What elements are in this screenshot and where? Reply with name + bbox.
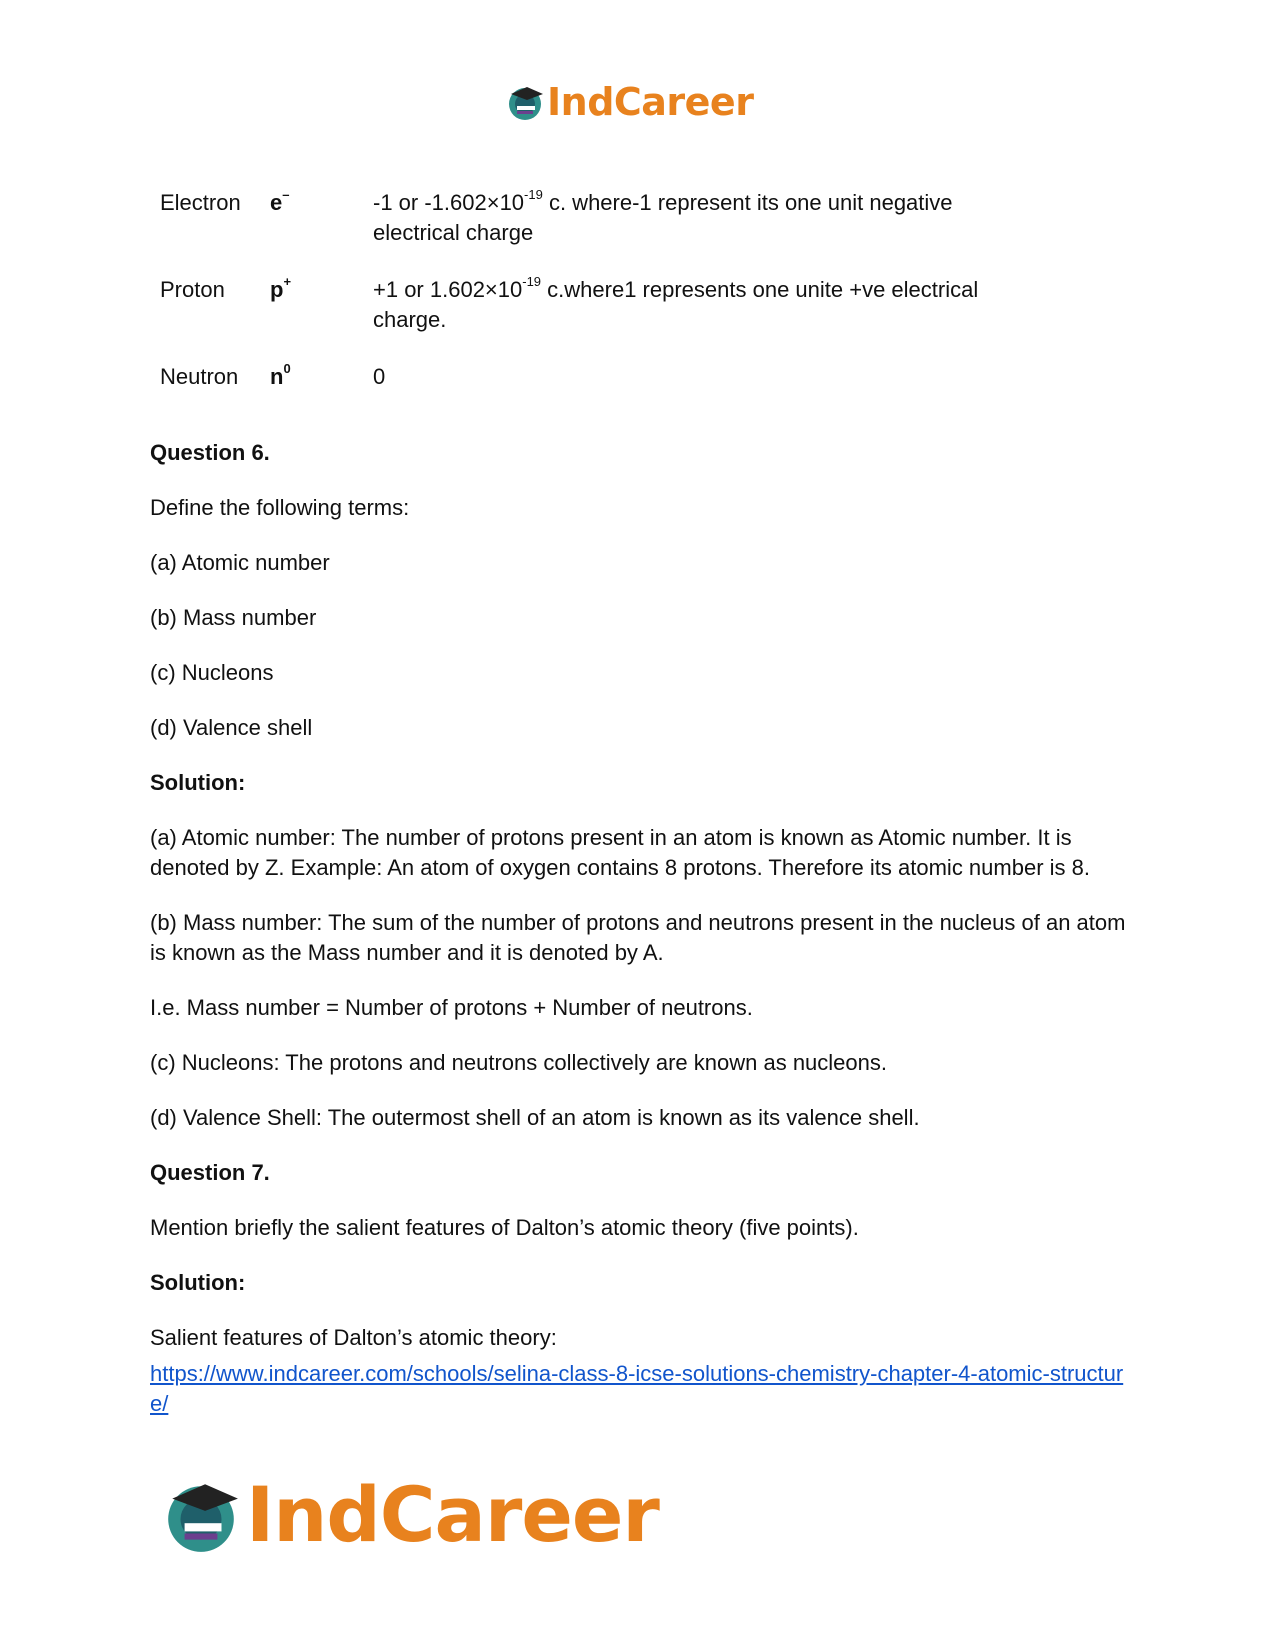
particle-symbol-superscript: 0 bbox=[283, 360, 291, 376]
particle-name: Proton bbox=[160, 277, 225, 302]
answer-valence-shell: (d) Valence Shell: The outermost shell of an atom is known as its valence shell. bbox=[150, 1105, 920, 1130]
particle-name: Neutron bbox=[160, 364, 239, 389]
question-6-prompt: Define the following terms: bbox=[150, 495, 410, 520]
particle-charge bbox=[373, 362, 1013, 392]
mass-number-formula: I.e. Mass number = Number of protons + Number of neutrons. bbox=[150, 995, 753, 1020]
question-7-solution-heading: Solution: bbox=[150, 1270, 246, 1295]
charge-description: c. where-1 represent its one unit negative electrical charge bbox=[373, 190, 953, 245]
particle-charge bbox=[373, 188, 1013, 248]
charge-value: +1 or 1.602×10 bbox=[373, 277, 523, 302]
brand-logo-bottom bbox=[160, 1470, 659, 1559]
question-6-heading: Question 6. bbox=[150, 440, 270, 465]
particle-symbol-superscript: – bbox=[282, 186, 290, 202]
particle-row bbox=[160, 188, 1060, 275]
particle-row bbox=[160, 275, 1060, 362]
brand-logo-text: IndCareer bbox=[547, 80, 754, 124]
graduation-cap-globe-icon bbox=[505, 82, 545, 122]
question-7-heading: Question 7. bbox=[150, 1160, 270, 1185]
particle-symbol-base: p bbox=[270, 277, 284, 302]
question-6-item: (c) Nucleons bbox=[150, 660, 274, 685]
answer-mass-number: (b) Mass number: The sum of the number of protons and neutrons present in the nucleus of an atom is known as the Mass number and it is denoted by A. bbox=[150, 910, 1126, 965]
charge-exponent: -19 bbox=[524, 186, 543, 202]
graduation-cap-globe-icon bbox=[160, 1474, 242, 1556]
question-6-item: (d) Valence shell bbox=[150, 715, 313, 740]
document-body bbox=[150, 438, 1140, 1419]
particle-charge bbox=[373, 275, 1013, 335]
answer-atomic-number: (a) Atomic number: The number of protons present in an atom is known as Atomic number. It is denoted by Z. Example: An atom of oxygen contains 8 protons. Therefore its atomic number is 8. bbox=[150, 825, 1090, 880]
charge-description: c.where1 represents one unite +ve electrical charge. bbox=[373, 277, 979, 332]
charge-value: -1 or -1.602×10 bbox=[373, 190, 525, 215]
particle-symbol bbox=[270, 362, 291, 392]
particle-symbol bbox=[270, 188, 289, 218]
particle-table bbox=[160, 188, 1060, 412]
question-6-solution-heading: Solution: bbox=[150, 770, 246, 795]
particle-row bbox=[160, 362, 1060, 412]
question-6-item: (b) Mass number bbox=[150, 605, 317, 630]
particle-symbol-superscript: + bbox=[283, 273, 292, 289]
particle-name: Electron bbox=[160, 190, 241, 215]
particle-symbol-base: e bbox=[270, 190, 283, 215]
question-7-prompt: Mention briefly the salient features of Dalton’s atomic theory (five points). bbox=[150, 1215, 859, 1240]
solutions-link[interactable]: https://www.indcareer.com/schools/selina-class-8-icse-solutions-chemistry-chapter-4-atomic-structure/ bbox=[150, 1361, 1124, 1416]
brand-logo-text: IndCareer bbox=[246, 1470, 659, 1559]
particle-symbol-base: n bbox=[270, 364, 284, 389]
charge-value: 0 bbox=[373, 364, 386, 389]
charge-exponent: -19 bbox=[522, 273, 542, 289]
answer-nucleons: (c) Nucleons: The protons and neutrons collectively are known as nucleons. bbox=[150, 1050, 887, 1075]
question-6-item: (a) Atomic number bbox=[150, 550, 330, 575]
brand-logo-top bbox=[505, 80, 753, 124]
question-7-answer-intro: Salient features of Dalton’s atomic theory: bbox=[150, 1325, 557, 1350]
particle-symbol bbox=[270, 275, 291, 305]
